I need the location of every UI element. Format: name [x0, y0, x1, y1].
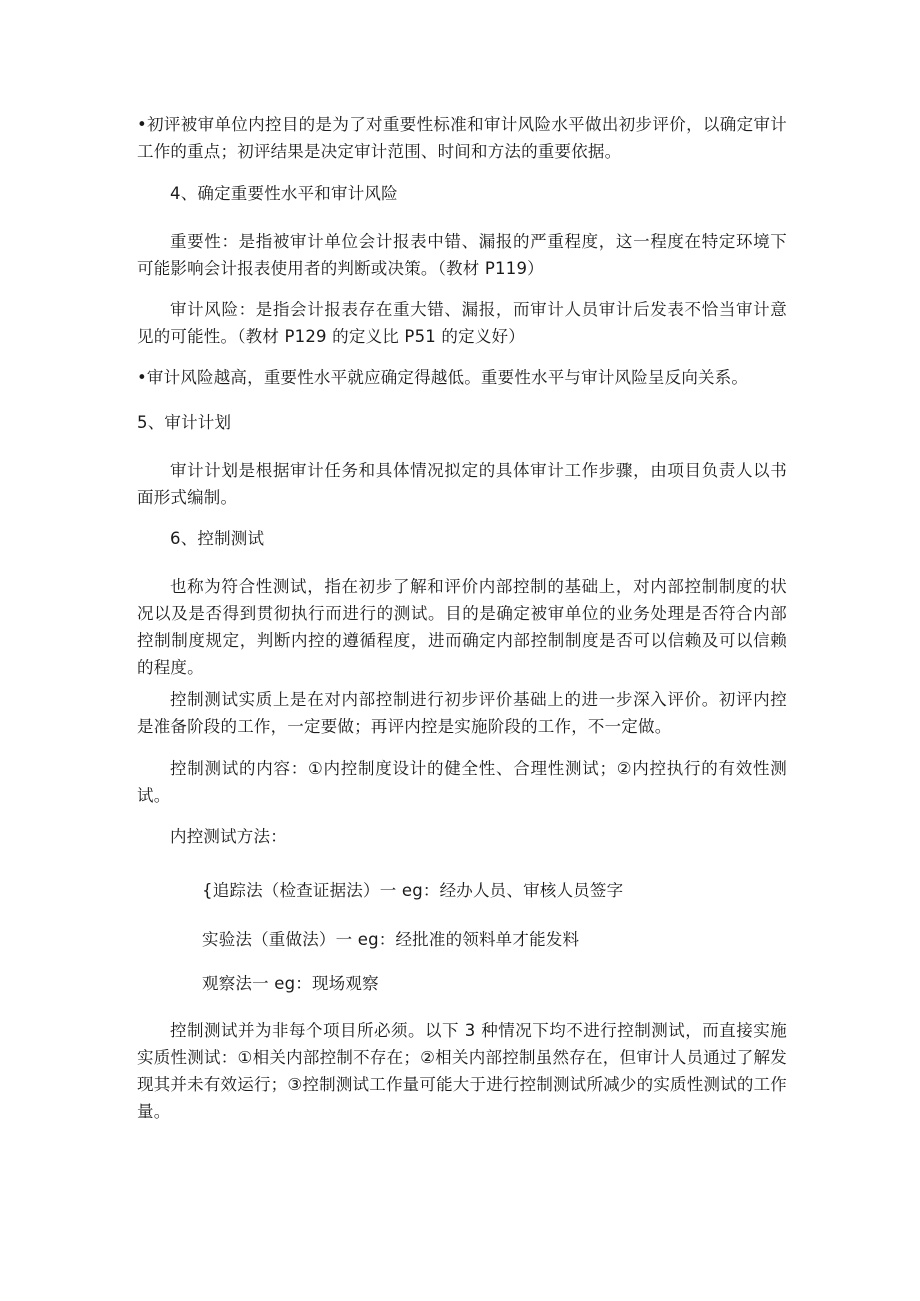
paragraph-materiality: 重要性：是指被审计单位会计报表中错、漏报的严重程度，这一程度在特定环境下可能影响会计报表使用者的判断或决策。（教材 P119）	[137, 232, 787, 278]
paragraph-audit-plan: 审计计划是根据审计任务和具体情况拟定的具体审计工作步骤，由项目负责人以书面形式编制。	[137, 461, 787, 507]
heading-section-5: 5、审计计划	[137, 413, 232, 432]
method-item-observation: 观察法一 eg：现场观察	[202, 974, 379, 993]
paragraph-control-test-nature: 控制测试实质上是在对内部控制进行初步评价基础上的进一步深入评价。初评内控是准备阶段的工作，一定要做；再评内控是实施阶段的工作，不一定做。	[137, 690, 787, 736]
heading-section-4: 4、确定重要性水平和审计风险	[170, 184, 398, 203]
paragraph-control-test-definition: 也称为符合性测试，指在初步了解和评价内部控制的基础上，对内部控制制度的状况以及是否得到贯彻执行而进行的测试。目的是确定被审单位的业务处理是否符合内部控制制度规定，判断内控的遵循程度，进而确定内部控制制度是否可以信赖及可以信赖的程度。	[137, 577, 787, 677]
paragraph-initial-evaluation: •初评被审单位内控目的是为了对重要性标准和审计风险水平做出初步评价，以确定审计工作的重点；初评结果是决定审计范围、时间和方法的重要依据。	[137, 115, 787, 161]
paragraph-control-test-content: 控制测试的内容：①内控制度设计的健全性、合理性测试；②内控执行的有效性测试。	[137, 759, 787, 805]
method-item-experiment: 实验法（重做法）一 eg：经批准的领料单才能发料	[202, 930, 580, 949]
paragraph-test-methods-label: 内控测试方法：	[170, 827, 287, 846]
paragraph-risk-relation: •审计风险越高，重要性水平就应确定得越低。重要性水平与审计风险呈反向关系。	[137, 368, 749, 387]
heading-section-6: 6、控制测试	[170, 529, 265, 548]
method-item-tracing: {追踪法（检查证据法）一 eg：经办人员、审核人员签字	[202, 881, 624, 900]
paragraph-control-test-exceptions: 控制测试并为非每个项目所必须。以下 3 种情况下均不进行控制测试，而直接实施实质性测试：①相关内部控制不存在；②相关内部控制虽然存在，但审计人员通过了解发现其并未有效运行；③控制测试工作量可能大于进行控制测试所减少的实质性测试的工作量。	[137, 1021, 787, 1121]
paragraph-audit-risk: 审计风险：是指会计报表存在重大错、漏报，而审计人员审计后发表不恰当审计意见的可能性。（教材 P129 的定义比 P51 的定义好）	[137, 300, 787, 346]
